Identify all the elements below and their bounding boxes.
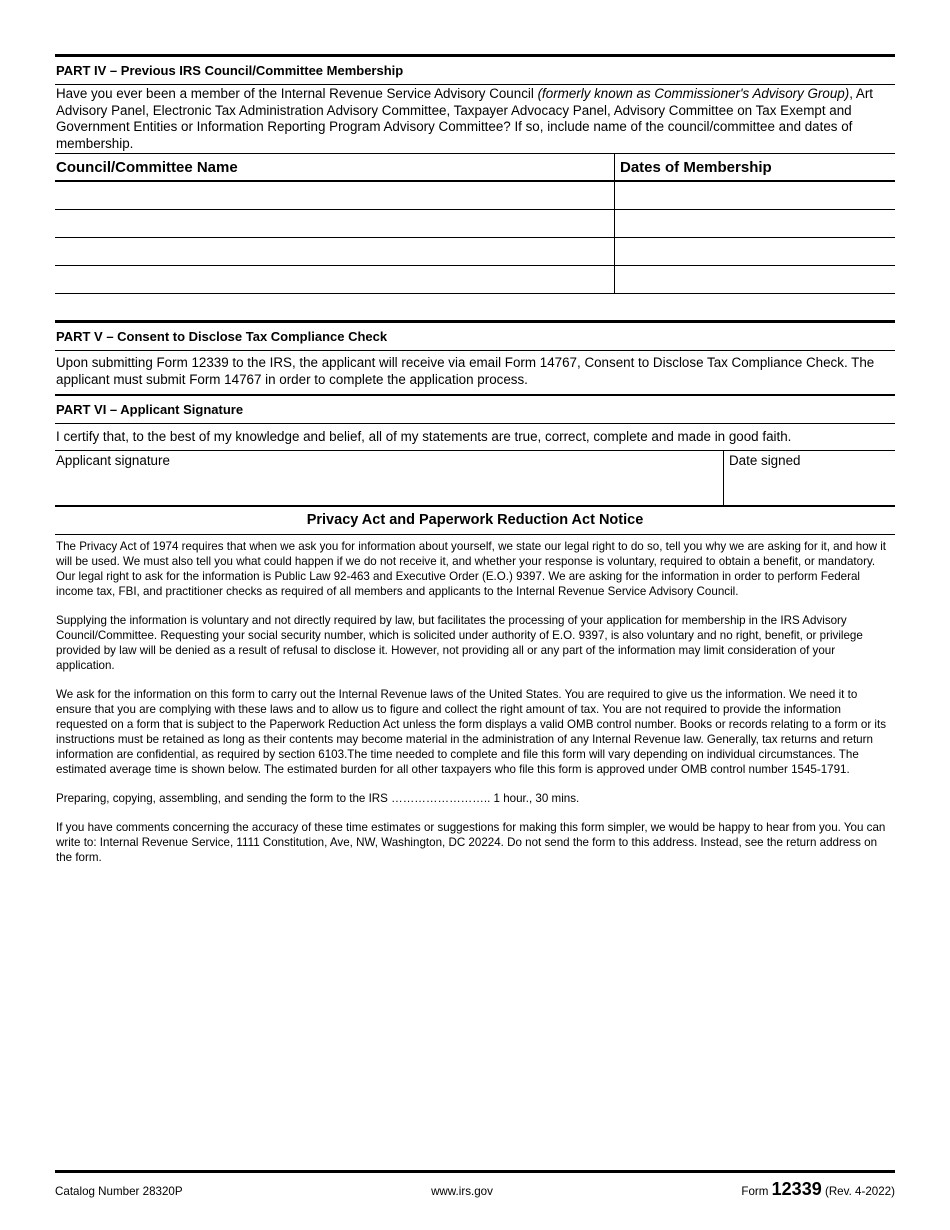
dates-cell[interactable] xyxy=(615,181,896,210)
council-name-cell[interactable] xyxy=(55,266,615,294)
privacy-notice-title: Privacy Act and Paperwork Reduction Act Notice xyxy=(55,507,895,535)
table-header-row xyxy=(55,154,895,181)
part4-heading: PART IV – Previous IRS Council/Committee Membership xyxy=(56,63,404,78)
privacy-paragraph: The Privacy Act of 1974 requires that when we ask you for information about yourself, we state our legal right to do so, tell you why we are asking for it, and how it will be used. We must also tell you what could happen if we do not receive it, and whether your response is voluntary, required to obtain a benefit, or mandatory. Our legal right to ask for the information is Public Law 92-463 and Executive Order (E.O.) 9397. We are asking for the information in order to perform Federal income tax, FBI, and practitioner checks as required of all members and applicants to the Internal Revenue Service Advisory Council. xyxy=(56,540,887,599)
form-number: 12339 xyxy=(771,1179,822,1199)
council-name-cell[interactable] xyxy=(55,210,615,238)
privacy-paragraph: We ask for the information on this form to carry out the Internal Revenue laws of the United States. You are required to give us the information. We need it to ensure that you are complying with these laws and to allow us to figure and collect the right amount of tax. You are not required to provide the information requested on a form that is subject to the Paperwork Reduction Act unless the form displays a valid OMB control number. Books or records relating to a form or its instructions must be retained as long as their contents may become material in the administration of any Internal Revenue law. Generally, tax returns and return information are confidential, as required by section 6103.The time needed to complete and file this form will vary depending on individual circumstances. The estimated average time is shown below. The estimated burden for all other taxpayers who file this form is approved under OMB control number 1545-1791. xyxy=(56,688,886,777)
dates-cell[interactable] xyxy=(615,238,896,266)
form-identifier: Form 12339 (Rev. 4-2022) xyxy=(741,1179,895,1199)
privacy-paragraph: If you have comments concerning the accuracy of these time estimates or suggestions for making this form simpler, we would be happy to hear from you. You can write to: Internal Revenue Service, 1111 Constitution, Ave, NW, Washington, DC 20224. Do not send the form to this address. Instead, see the return address on the form. xyxy=(56,821,886,865)
part5-text: Upon submitting Form 12339 to the IRS, the applicant will receive via email Form 14767, Consent to Disclose Tax Compliance Check. The applicant must submit Form 14767 in order to complete the application process. xyxy=(56,355,875,387)
form-page xyxy=(55,0,895,879)
date-signed-field[interactable] xyxy=(724,451,895,505)
form-revision: (Rev. 4-2022) xyxy=(824,1185,895,1198)
privacy-notice-body xyxy=(55,535,895,865)
part6-heading: PART VI – Applicant Signature xyxy=(56,401,244,417)
catalog-number: Catalog Number 28320P xyxy=(55,1185,183,1198)
irs-website: www.irs.gov xyxy=(431,1185,493,1198)
part4-question-italic: (formerly known as Commissioner's Advisory Group) xyxy=(537,86,850,101)
certify-statement: I certify that, to the best of my knowledge and belief, all of my statements are true, correct, complete and made in good faith. xyxy=(56,428,792,444)
page-footer xyxy=(55,1170,895,1200)
council-table xyxy=(55,154,895,294)
part4-question: Have you ever been a member of the Internal Revenue Service Advisory Council (formerly known as Commissioner's Advisory Group), Art Advisory Panel, Electronic Tax Administration Advisory Committee, Taxpayer Advocacy Panel, Advisory Committee on Tax Exempt and Government Entities or Information Reporting Program Advisory Committee? If so, include name of the council/committee and dates of membership. xyxy=(56,86,874,151)
part5-heading: PART V – Consent to Disclose Tax Compliance Check xyxy=(56,329,388,345)
signature-row xyxy=(55,451,895,507)
dates-cell[interactable] xyxy=(615,210,896,238)
applicant-signature-label: Applicant signature xyxy=(56,453,170,469)
council-name-cell[interactable] xyxy=(55,181,615,210)
table-row xyxy=(55,266,895,294)
table-row xyxy=(55,210,895,238)
applicant-signature-field[interactable] xyxy=(55,451,724,505)
dates-cell[interactable] xyxy=(615,266,896,294)
table-row xyxy=(55,238,895,266)
council-name-cell[interactable] xyxy=(55,238,615,266)
table-row xyxy=(55,181,895,210)
column-header-council-name: Council/Committee Name xyxy=(55,154,615,181)
column-header-dates: Dates of Membership xyxy=(615,154,896,181)
privacy-paragraph: Supplying the information is voluntary and not directly required by law, but facilitates the processing of your application for membership in the IRS Advisory Council/Committee. Requesting your social security number, which is solicited under authority of E.O. 9397, is also voluntary and no right, benefit, or privilege provided by law will be denied as a result of refusal to disclose it. However, not providing all or any part of the information may limit consideration of your application. xyxy=(56,614,863,673)
burden-estimate: Preparing, copying, assembling, and sending the form to the IRS …………………….. 1 hour., 30 mins. xyxy=(56,792,580,806)
date-signed-label: Date signed xyxy=(729,453,801,469)
